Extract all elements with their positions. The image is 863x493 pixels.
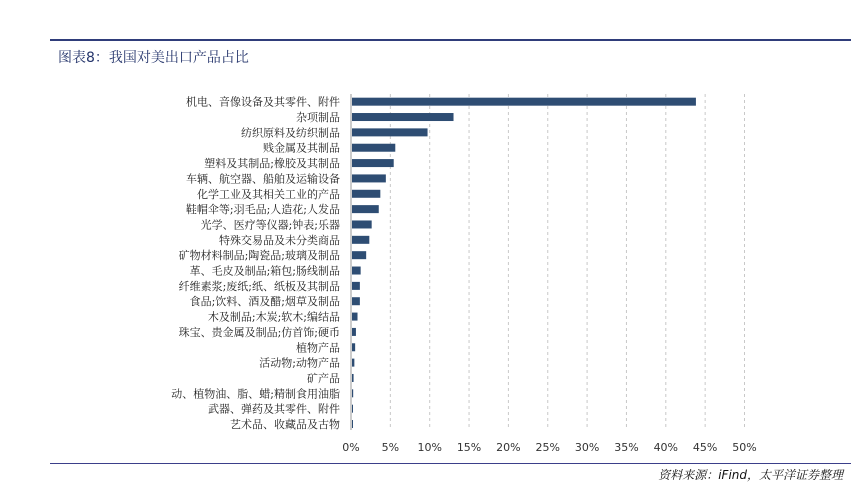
- x-tick-label: 15%: [456, 441, 482, 454]
- bar: [352, 328, 356, 336]
- category-label: 矿产品: [307, 371, 340, 385]
- category-label: 食品;饮料、酒及醋;烟草及制品: [189, 295, 340, 309]
- x-tick-label: 50%: [732, 441, 757, 454]
- chart-title: 图表8：我国对美出口产品占比: [58, 50, 249, 66]
- bar: [352, 144, 395, 152]
- footer-rule: [50, 463, 851, 464]
- category-label: 机电、音像设备及其零件、附件: [186, 95, 340, 109]
- category-label: 革、毛皮及制品;箱包;肠线制品: [189, 264, 340, 278]
- category-label: 贱金属及其制品: [263, 141, 340, 155]
- category-label: 活动物;动物产品: [259, 356, 340, 370]
- category-label: 艺术品、收藏品及古物: [230, 418, 340, 432]
- bar: [352, 313, 358, 321]
- x-tick-label: 10%: [417, 441, 442, 454]
- bar: [352, 236, 369, 244]
- category-label: 武器、弹药及其零件、附件: [208, 402, 340, 416]
- x-tick-label: 40%: [653, 441, 679, 454]
- category-label: 纺织原料及纺织制品: [241, 126, 340, 140]
- bar: [352, 98, 696, 106]
- bar: [352, 282, 360, 290]
- category-label: 车辆、航空器、船舶及运输设备: [186, 172, 340, 186]
- bar: [352, 359, 354, 367]
- x-tick-label: 5%: [381, 441, 400, 454]
- bar: [352, 220, 372, 228]
- x-tick-label: 30%: [574, 441, 600, 454]
- bar: [352, 174, 386, 182]
- category-label: 化学工业及其相关工业的产品: [197, 187, 340, 201]
- category-label: 珠宝、贵金属及制品;仿首饰;硬币: [178, 325, 340, 339]
- category-label: 光学、医疗等仪器;钟表;乐器: [200, 218, 340, 232]
- x-tick-label: 45%: [692, 441, 718, 454]
- category-label: 植物产品: [296, 341, 340, 355]
- x-tick-label: 35%: [614, 441, 639, 454]
- bar: [352, 190, 380, 198]
- x-tick-label: 0%: [342, 441, 360, 454]
- bar: [352, 251, 366, 259]
- category-label: 纤维素浆;废纸;纸、纸板及其制品: [178, 279, 340, 293]
- bar: [352, 205, 379, 213]
- category-label: 特殊交易品及未分类商品: [219, 233, 340, 247]
- category-label: 矿物材料制品;陶瓷品;玻璃及制品: [178, 249, 340, 263]
- bar: [352, 420, 353, 428]
- bar: [352, 113, 454, 121]
- bar: [352, 267, 361, 275]
- x-tick-label: 25%: [535, 441, 560, 454]
- source-note: 资料来源：iFind，太平洋证券整理: [658, 468, 843, 482]
- category-label: 鞋帽伞等;羽毛品;人造花;人发品: [185, 203, 340, 217]
- category-label: 杂项制品: [296, 111, 340, 125]
- bar: [352, 159, 394, 167]
- bar: [352, 374, 354, 382]
- bar: [352, 128, 428, 136]
- bar: [352, 297, 360, 305]
- bar: [352, 343, 355, 351]
- category-label: 动、植物油、脂、蜡;精制食用油脂: [171, 387, 340, 401]
- bar: [352, 389, 353, 397]
- category-label: 木及制品;木炭;软木;编结品: [207, 310, 340, 324]
- bar: [352, 405, 353, 413]
- category-label: 塑料及其制品;橡胶及其制品: [204, 157, 340, 171]
- x-tick-label: 20%: [496, 441, 521, 454]
